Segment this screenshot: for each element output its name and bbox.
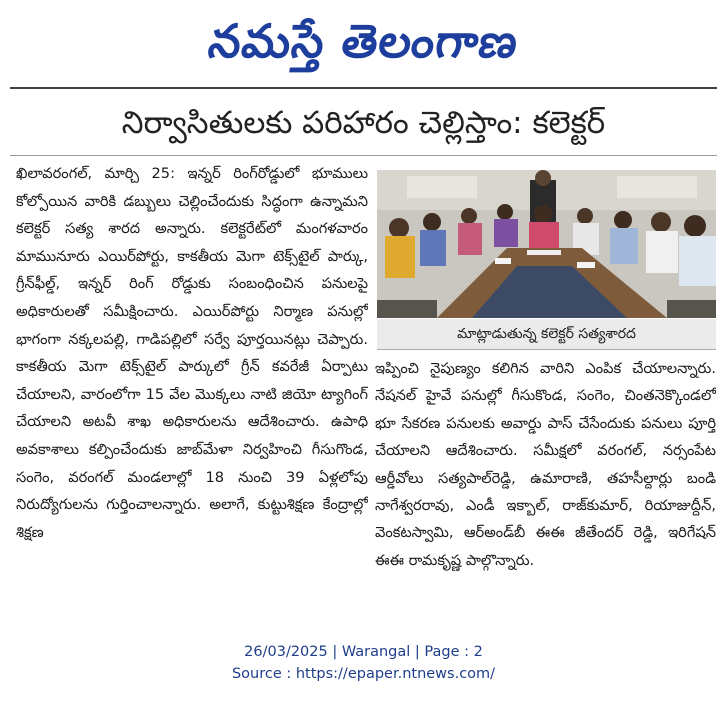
article-headline: నిర్వాసితులకు పరిహారం చెల్లిస్తాం: కలెక్టర్ (121, 105, 606, 141)
footer-source: Source : https://epaper.ntnews.com/ (231, 666, 496, 682)
masthead (0, 4, 727, 78)
news-photo (377, 170, 716, 318)
article-column-right (375, 355, 716, 623)
headline-bottom-rule (10, 155, 717, 156)
masthead-logo: నమస్తే తెలంగాణ (205, 14, 522, 68)
headline-top-rule (10, 87, 717, 89)
clipping-footer (0, 641, 727, 685)
meeting-photo-illustration (377, 170, 716, 318)
article-column-left (16, 160, 368, 623)
article-body-left: ఖిలావరంగల్, మార్చి 25: ఇన్నర్ రింగ్‌రోడ్డులో భూములు కోల్పోయిన వారికి డబ్బులు చెల్లించేందుకు సిద్ధంగా ఉన్నామని కలెక్టర్ సత్య శారద అన్నారు. కలెక్టరేట్‌లో మంగళవారం మామునూరు ఎయిర్‌పోర్టు, కాకతీయ మెగా టెక్స్‌టైల్ పార్కు, గ్రీన్‌ఫీల్డ్, ఇన్నర్ రింగ్ రోడ్డుకు సంబంధించిన పనులపై అధికారులతో సమీక్షించారు. ఎయిర్‌పోర్టు నిర్మాణ పనుల్లో భాగంగా నక్కలపల్లి, గాడిపల్లిలో సర్వే పూర్తయినట్లు చెప్పారు. కాకతీయ మెగా టెక్స్‌టైల్ పార్కులో గ్రీన్ కవరేజీ ఏర్పాటు చేయాలని, వారంలోగా 15 వేల మొక్కలు నాటి జియో ట్యాగింగ్ చేయాలని అటవీ శాఖ అధికారులను ఆదేశించారు. ఉపాధి అవకాశాలు కల్పించేందుకు జాబ్‌మేళా నిర్వహించి గీసుగొండ, సంగెం, వరంగల్ మండలాల్లో 18 నుంచి 39 ఏళ్లలోపు నిరుద్యోగులను గుర్తించాలన్నారు. అలాగే, కుట్టుశిక్షణ కేంద్రాల్లో శిక్షణ (16, 165, 368, 541)
footer-date-edition: 26/03/2025 | Warangal | Page : 2 (244, 644, 483, 660)
article-body-right: ఇప్పించి నైపుణ్యం కలిగిన వారిని ఎంపిక చేయాలన్నారు. నేషనల్ హైవే పనుల్లో గీసుకొండ, సంగెం, చింతనెక్కొండలో భూ సేకరణ పనులకు అవార్డు పాస్ చేసేందుకు పనులు పూర్తి చేయాలని ఆదేశించారు. సమీక్షలో వరంగల్, నర్సంపేట ఆర్డీవోలు సత్యపాల్‌రెడ్డి, ఉమారాణి, తహసీల్దార్లు బండి నాగేశ్వరరావు, ఎండీ ఇక్బాల్, రాజ్‌కుమార్, రియాజుద్దీన్, వెంకటస్వామి, ఆర్‌అండ్‌బీ ఈఈ జీతేందర్ రెడ్డి, ఇరిగేషన్ ఈఈ రామకృష్ణ పాల్గొన్నారు. (375, 360, 716, 569)
photo-caption: మాట్లాడుతున్న కలెక్టర్ సత్యశారద (377, 319, 716, 350)
